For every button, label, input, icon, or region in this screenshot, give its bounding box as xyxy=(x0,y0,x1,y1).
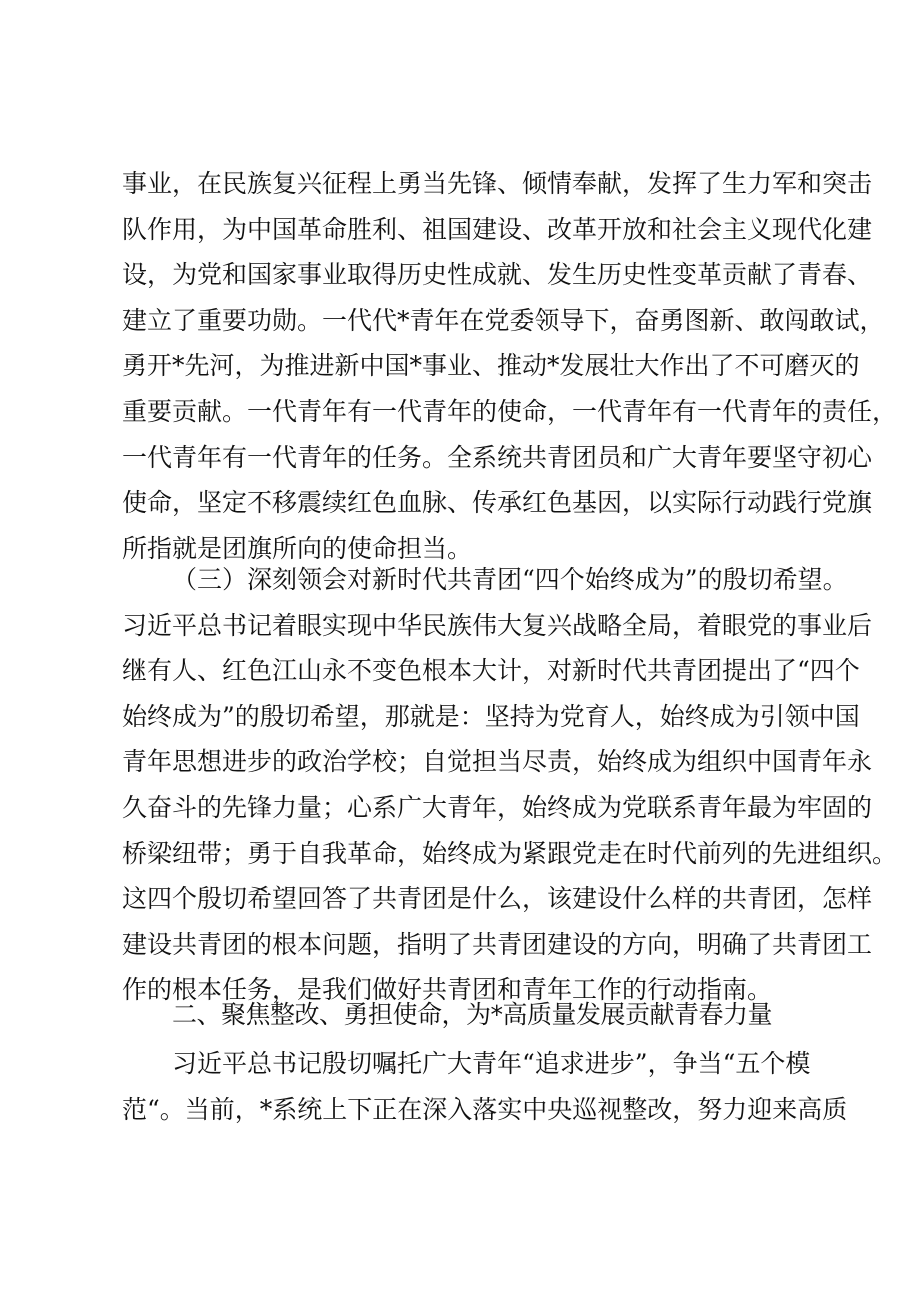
text-line: 这四个殷切希望回答了共青团是什么，该建设什么样的共青团，怎样 xyxy=(122,884,873,914)
text-line: 范“。当前，*系统上下正在深入落实中央巡视整改，努力迎来高质 xyxy=(122,1094,848,1124)
text-line: 青年思想进步的政治学校；自觉担当尽责，始终成为组织中国青年永 xyxy=(122,747,873,777)
paragraph-youth-contribution xyxy=(122,161,898,571)
text-line: 桥梁纽带；勇于自我革命，始终成为紧跟党走在时代前列的先进组织。 xyxy=(122,838,898,868)
text-line: 习近平总书记殷切嘱托广大青年“追求进步”，争当“五个模 xyxy=(172,1049,811,1078)
text-line: 设，为党和国家事业取得历史性成就、发生历史性变革贡献了青春、 xyxy=(122,260,873,290)
text-line: 重要贡献。一代青年有一代青年的使命，一代青年有一代青年的责任， xyxy=(122,396,898,426)
text-line: 作的根本任务，是我们做好共青团和青年工作的行动指南。 xyxy=(122,975,773,1005)
paragraph-four-always xyxy=(122,557,898,1013)
paragraph-five-models xyxy=(122,1041,848,1132)
text-line: 习近平总书记着眼实现中华民族伟大复兴战略全局，着眼党的事业后 xyxy=(122,610,873,640)
text-line: 事业，在民族复兴征程上勇当先锋、倾情奉献，发挥了生力军和突击 xyxy=(122,169,873,198)
text-line: 继有人、红色江山永不变色根本大计，对新时代共青团提出了“四个 xyxy=(122,656,860,686)
text-line: 始终成为”的殷切希望，那就是：坚持为党育人，始终成为引领中国 xyxy=(122,701,860,731)
text-line: （三）深刻领会对新时代共青团“四个始终成为”的殷切希望。 xyxy=(172,565,848,594)
section-heading: 二、聚焦整改、勇担使命，为*高质量发展贡献青春力量 xyxy=(172,1000,773,1029)
text-line: 一代青年有一代青年的任务。全系统共青团员和广大青年要坚守初心 xyxy=(122,442,873,472)
text-line: 所指就是团旗所向的使命担当。 xyxy=(122,533,473,563)
text-line: 久奋斗的先锋力量；心系广大青年，始终成为党联系青年最为牢固的 xyxy=(122,792,873,822)
text-line: 队作用，为中国革命胜利、祖国建设、改革开放和社会主义现代化建 xyxy=(122,214,873,244)
text-line: 建立了重要功勋。一代代*青年在党委领导下，奋勇图新、敢闯敢试， xyxy=(122,305,885,335)
text-line: 使命，坚定不移震续红色血脉、传承红色基因，以实际行动践行党旗 xyxy=(122,488,873,518)
text-line: 勇开*先河，为推进新中国*事业、推动*发展壮大作出了不可磨灭的 xyxy=(122,351,860,381)
text-line: 建设共青团的根本问题，指明了共青团建设的方向，明确了共青团工 xyxy=(122,929,873,959)
